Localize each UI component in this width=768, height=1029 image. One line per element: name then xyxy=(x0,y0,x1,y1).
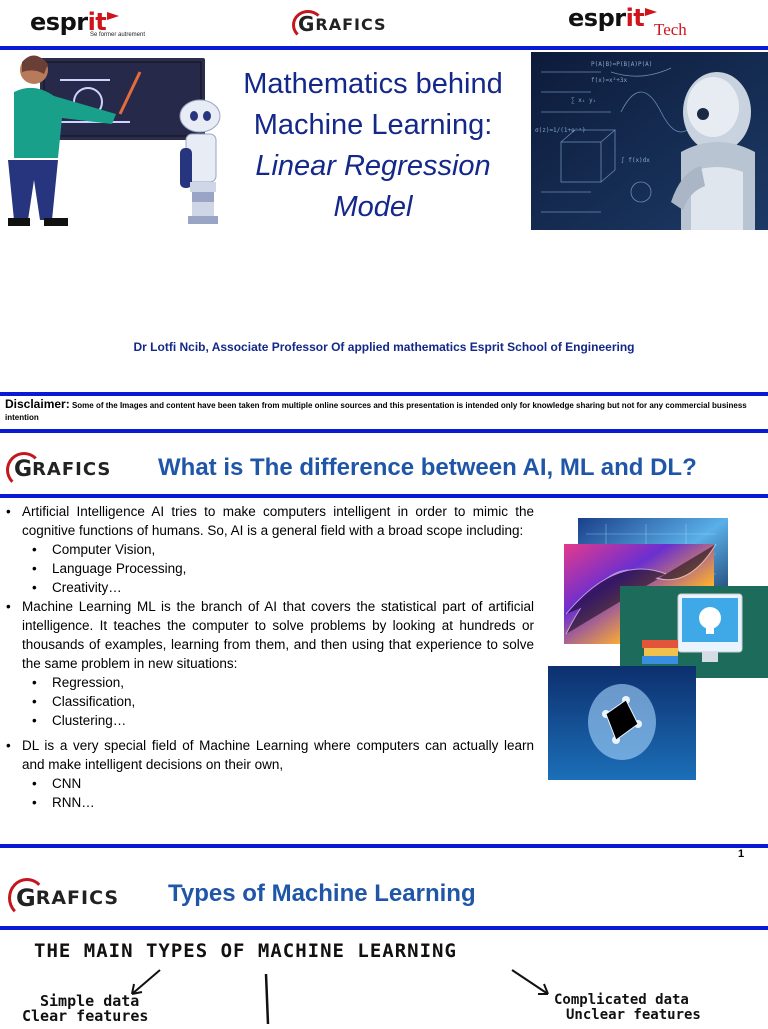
esprit-tech-logo: esprit xyxy=(568,4,657,32)
slide2-title: What is The difference between AI, ML and DL? xyxy=(158,454,697,481)
ai-robot-math-image xyxy=(531,52,768,230)
divider-slide2-header xyxy=(0,494,768,498)
grafics-arc-icon xyxy=(6,452,42,488)
grafics-logo-slide3: G RAFICS xyxy=(8,878,148,918)
flag-icon xyxy=(107,12,119,20)
teacher-robot-illustration xyxy=(0,52,230,240)
list-item: • Classification, xyxy=(6,692,534,711)
grafics-logo: G RAFICS xyxy=(292,10,442,38)
left-note-1: Simple data xyxy=(40,992,140,1010)
svg-text:P(A|B)=P(B|A)P(A): P(A|B)=P(B|A)P(A) xyxy=(591,61,653,68)
disclaimer xyxy=(5,398,765,424)
list-item: • Clustering… xyxy=(6,711,534,730)
right-note-1: Complicated data xyxy=(554,992,689,1008)
divider-slide2-top xyxy=(0,429,768,433)
ai-paragraph: • Artificial Intelligence AI tries to make computers intelligent in order to mimic the cognitive functions of humans. So, AI is a general field with a broad scope including: xyxy=(6,502,534,540)
grafics-logo-slide2: G RAFICS xyxy=(6,452,146,486)
list-item: • Regression, xyxy=(6,673,534,692)
left-note-2: Clear features xyxy=(22,1007,149,1025)
list-item: • Creativity… xyxy=(6,578,534,597)
esprit-tagline: Se former autrement xyxy=(90,32,146,38)
flag-icon xyxy=(645,8,657,16)
divider-slide2-bottom xyxy=(0,844,768,848)
list-item: • CNN xyxy=(6,774,534,793)
grafics-arc-icon xyxy=(292,10,324,40)
disclaimer-label: Disclaimer: xyxy=(5,397,70,411)
esprit-logo: esprit xyxy=(30,8,119,36)
tech-label: Tech xyxy=(654,20,687,39)
list-item: • Language Processing, xyxy=(6,559,534,578)
divider-slide3-header xyxy=(0,926,768,930)
dl-paragraph: • DL is a very special field of Machine Learning where computers can actually learn and make intelligent decisions on their own, xyxy=(6,736,534,774)
divider-top xyxy=(0,46,768,50)
disclaimer-text: Some of the Images and content have been taken from multiple online sources and this presentation is intended only for knowledge sharing but not for any commercial business intention xyxy=(5,401,747,422)
ml-paragraph: • Machine Learning ML is the branch of AI that covers the statistical part of artificial intelligence. It teaches the computer to solve problems by looking at hundreds or thousands of examples, learning from them, and then using that experience to solve the same problem in new situations: xyxy=(6,597,534,673)
ai-ml-dl-collage xyxy=(546,514,768,782)
svg-text:∑ xᵢ yᵢ: ∑ xᵢ yᵢ xyxy=(571,97,597,104)
right-note-2: Unclear features xyxy=(566,1007,701,1023)
diagram-title: THE MAIN TYPES OF MACHINE LEARNING xyxy=(34,940,457,962)
svg-text:f(x)=x²+3x: f(x)=x²+3x xyxy=(591,77,628,84)
svg-text:σ(z)=1/(1+e⁻ᶻ): σ(z)=1/(1+e⁻ᶻ) xyxy=(535,127,586,134)
svg-text:∫ f(x)dx: ∫ f(x)dx xyxy=(621,157,650,164)
divider-title-bottom xyxy=(0,392,768,396)
grafics-arc-icon xyxy=(8,878,46,918)
page-number: 1 xyxy=(738,848,745,860)
presentation-title: Mathematics behind Machine Learning: Linear Regression Model xyxy=(243,68,503,223)
slide3-title: Types of Machine Learning xyxy=(168,880,476,907)
slide2-bullets xyxy=(6,502,534,812)
author-line: Dr Lotfi Ncib, Associate Professor Of applied mathematics Esprit School of Engineering xyxy=(133,340,635,354)
list-item: • RNN… xyxy=(6,793,534,812)
list-item: • Computer Vision, xyxy=(6,540,534,559)
